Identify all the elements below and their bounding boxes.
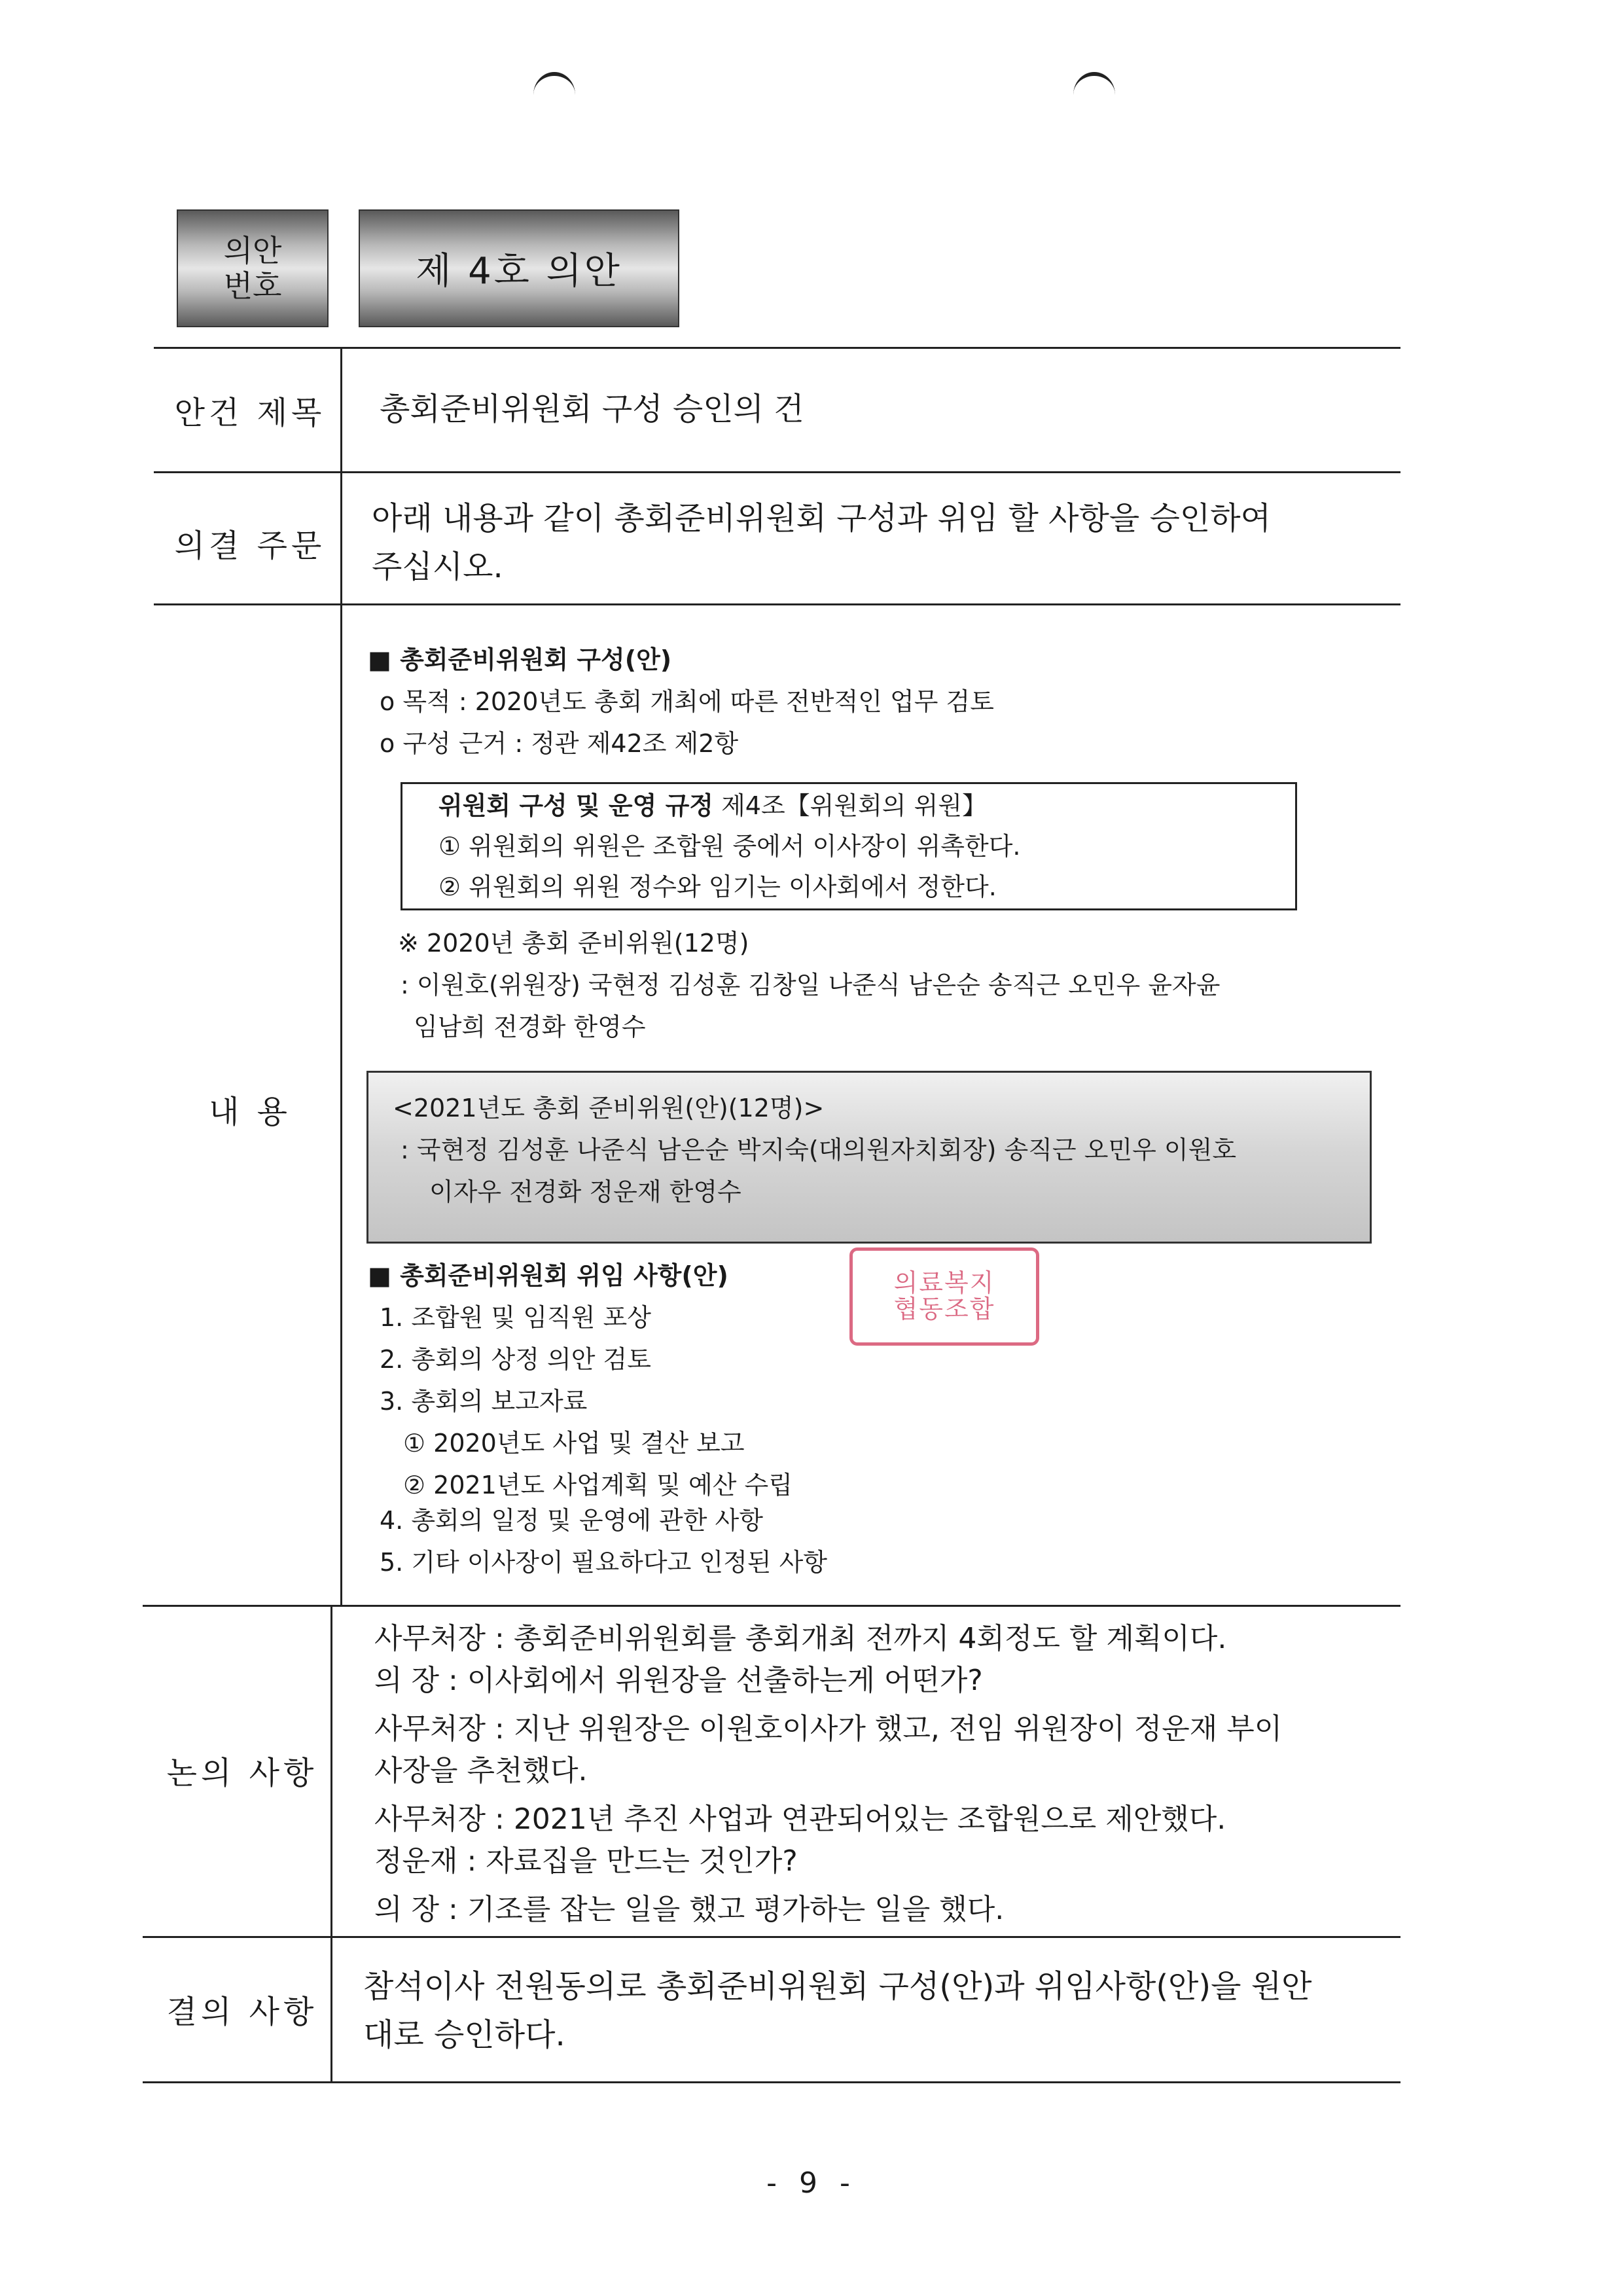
row-label-decision: 결의 사항 — [166, 1994, 318, 2030]
agenda-title: 제 4호 의안 — [359, 209, 679, 327]
discussion-line: 정운재 : 자료집을 만드는 것인가? — [374, 1844, 798, 1878]
members-2021-list: : 국현정 김성훈 나준식 남은순 박지숙(대의원자치회장) 송직근 오민우 이원호 — [401, 1136, 1237, 1164]
row-label-title: 안건 제목 — [174, 395, 326, 431]
punch-hole-right — [1073, 72, 1115, 118]
discussion-line: 사장을 추천했다. — [374, 1754, 588, 1787]
punch-hole-left — [533, 72, 575, 118]
list-item: 2. 총회의 상정 의안 검토 — [380, 1345, 651, 1374]
rule-title: 위원회 구성 및 운영 규정 제4조【위원회의 위원】 — [438, 791, 987, 820]
members-2021-list: 이자우 전경화 정운재 한영수 — [429, 1177, 741, 1206]
page-number: - 9 - — [766, 2166, 857, 2200]
list-subitem: ② 2021년도 사업계획 및 예산 수립 — [403, 1471, 793, 1499]
list-item: 4. 총회의 일정 및 운영에 관한 사항 — [380, 1506, 763, 1535]
agenda-subject: 총회준비위원회 구성 승인의 건 — [380, 391, 804, 427]
discussion-line: 사무처장 : 총회준비위원회를 총회개최 전까지 4회정도 할 계획이다. — [374, 1622, 1227, 1655]
members-2020-list: : 이원호(위원장) 국현정 김성훈 김창일 나준식 남은순 송직근 오민우 윤자윤 — [401, 971, 1221, 999]
list-subitem: ① 2020년도 사업 및 결산 보고 — [403, 1429, 745, 1458]
list-item: 3. 총회의 보고자료 — [380, 1387, 588, 1416]
discussion-line: 의 장 : 기조를 잡는 일을 했고 평가하는 일을 했다. — [374, 1893, 1005, 1926]
list-item: o 목적 : 2020년도 총회 개최에 따른 전반적인 업무 검토 — [380, 687, 994, 716]
list-item: 1. 조합원 및 임직원 포상 — [380, 1303, 651, 1332]
row-label-content: 내 용 — [209, 1094, 291, 1130]
discussion-line: 사무처장 : 지난 위원장은 이원호이사가 했고, 전임 위원장이 정운재 부이 — [374, 1712, 1283, 1746]
discussion-line: 의 장 : 이사회에서 위원장을 선출하는게 어떤가? — [374, 1664, 983, 1697]
resolution-line: 주십시오. — [372, 548, 503, 585]
row-label-discussion: 논의 사항 — [166, 1755, 318, 1791]
members-2020-heading: ※ 2020년 총회 준비위원(12명) — [398, 929, 749, 958]
rule-item: ② 위원회의 위원 정수와 임기는 이사회에서 정한다. — [438, 872, 997, 901]
decision-line: 대로 승인하다. — [363, 2017, 565, 2053]
decision-line: 참석이사 전원동의로 총회준비위원회 구성(안)과 위임사항(안)을 원안 — [363, 1968, 1312, 2005]
list-item: o 구성 근거 : 정관 제42조 제2항 — [380, 729, 739, 758]
section-heading: ■ 총회준비위원회 위임 사항(안) — [368, 1261, 728, 1290]
table-bottom-rule — [143, 2081, 1400, 2083]
members-2020-list: 임남희 전경화 한영수 — [414, 1013, 646, 1041]
organization-seal: 의료복지 협동조합 — [849, 1247, 1039, 1346]
agenda-number-label: 의안 번호 — [177, 209, 329, 327]
discussion-line: 사무처장 : 2021년 추진 사업과 연관되어있는 조합원으로 제안했다. — [374, 1803, 1226, 1836]
list-item: 5. 기타 이사장이 필요하다고 인정된 사항 — [380, 1548, 827, 1577]
section-heading: ■ 총회준비위원회 구성(안) — [368, 645, 672, 674]
resolution-line: 아래 내용과 같이 총회준비위원회 구성과 위임 할 사항을 승인하여 — [372, 500, 1272, 537]
header-gap — [329, 209, 359, 327]
row-label-resolution: 의결 주문 — [174, 528, 326, 564]
rule-item: ① 위원회의 위원은 조합원 중에서 이사장이 위촉한다. — [438, 832, 1021, 861]
members-2021-heading: <2021년도 총회 준비위원(안)(12명)> — [393, 1094, 825, 1122]
